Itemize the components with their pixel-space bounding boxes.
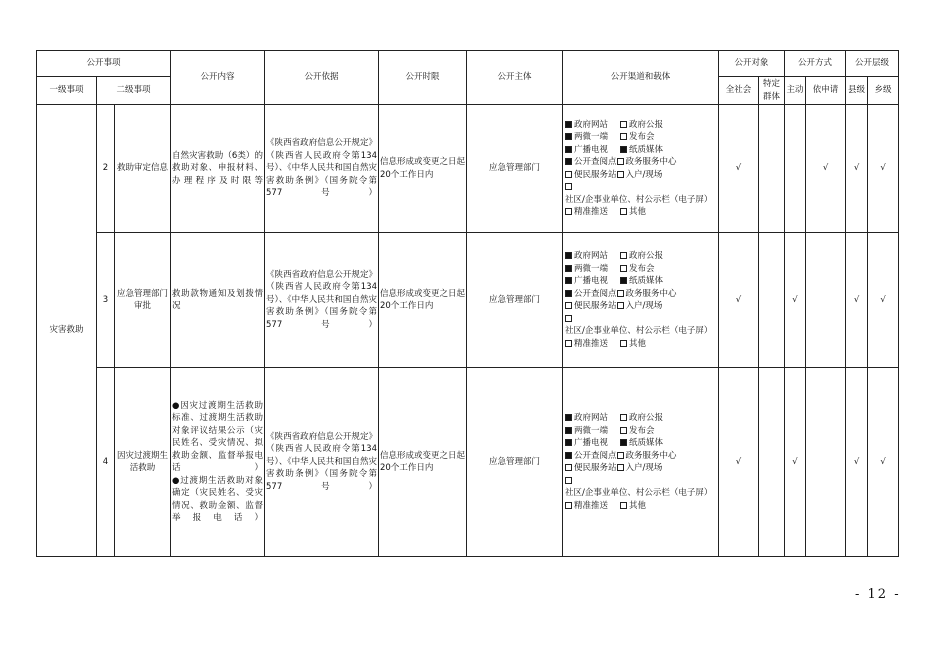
checkbox-empty-icon [617, 302, 624, 309]
ch-lwyd: 两微一端 [574, 132, 609, 142]
table-row [37, 368, 899, 557]
table-row [37, 105, 899, 233]
ch-zwfwzx: 政务服务中心 [625, 288, 677, 299]
row-item: 因灾过渡期生活救助 [115, 368, 171, 557]
header-row-1 [37, 51, 899, 77]
checkbox-checked-icon [565, 439, 572, 446]
checkbox-empty-icon [565, 302, 572, 309]
row-time-limit: 信息形成或变更之日起20个工作日内 [379, 368, 467, 557]
ch-zfgb: 政府公报 [629, 119, 664, 130]
ch-gkcyd: 公开查阅点 [574, 288, 617, 299]
hdr-zd: 主动 [785, 77, 806, 105]
row-no: 3 [97, 233, 115, 368]
mark-county: √ [846, 233, 868, 368]
hdr-gk-fs: 公开方式 [785, 51, 846, 77]
hdr-xiangj: 乡级 [868, 77, 899, 105]
ch-zwfwzx: 政务服务中心 [625, 450, 677, 461]
ch-jzts: 精准推送 [574, 207, 609, 217]
hdr-gk-dx: 公开对象 [719, 51, 785, 77]
ch-sqgsl: 社区/企事业单位、村公示栏（电子屏） [565, 488, 713, 498]
row-item: 救助审定信息 [115, 105, 171, 233]
mark-specific-group [759, 233, 785, 368]
mark-whole-society: √ [719, 368, 759, 557]
checkbox-checked-icon [565, 146, 572, 153]
checkbox-checked-icon [565, 290, 572, 297]
ch-fbh: 发布会 [629, 263, 655, 274]
hdr-gk-nr: 公开内容 [171, 51, 265, 105]
row-subject: 应急管理部门 [467, 233, 563, 368]
checkbox-empty-icon [620, 252, 627, 259]
ch-gkcyd: 公开查阅点 [574, 450, 617, 461]
ch-gbds: 广播电视 [574, 276, 609, 286]
mark-active: √ [785, 368, 806, 557]
page-number: - 12 - [855, 587, 901, 602]
checkbox-empty-icon [620, 340, 627, 347]
hdr-gk-zt: 公开主体 [467, 51, 563, 105]
checkbox-checked-icon [565, 414, 572, 421]
ch-gbds: 广播电视 [574, 144, 609, 155]
checkbox-checked-icon [565, 158, 572, 165]
ch-zfgb: 政府公报 [629, 251, 664, 261]
row-subject: 应急管理部门 [467, 368, 563, 557]
checkbox-checked-icon [565, 252, 572, 259]
category-cell: 灾害救助 [37, 105, 97, 557]
hdr-gk-yj: 公开依据 [265, 51, 379, 105]
checkbox-checked-icon [565, 133, 572, 140]
checkbox-empty-icon [565, 502, 572, 509]
hdr-qsh: 全社会 [719, 77, 759, 105]
ch-fbh: 发布会 [629, 132, 655, 142]
ch-zfwz: 政府网站 [574, 413, 609, 423]
row-basis: 《陕西省政府信息公开规定》（陕西省人民政府令第134号）、《中华人民共和国自然灾害救助条例》（国务院令第577号） [265, 105, 379, 233]
ch-zfgb: 政府公报 [629, 413, 664, 423]
ch-rhxc: 入户/现场 [625, 169, 663, 180]
checkbox-empty-icon [620, 427, 627, 434]
table-row [37, 233, 899, 368]
checkbox-empty-icon [617, 171, 624, 178]
checkbox-empty-icon [565, 208, 572, 215]
mark-on-request [806, 368, 846, 557]
row-subject: 应急管理部门 [467, 105, 563, 233]
checkbox-empty-icon [565, 464, 572, 471]
checkbox-empty-icon [620, 414, 627, 421]
row-item: 应急管理部门审批 [115, 233, 171, 368]
mark-on-request [806, 233, 846, 368]
ch-zfwz: 政府网站 [574, 119, 609, 130]
row-content: 救助款物通知及划拨情况 [171, 233, 265, 368]
ch-zzmt: 纸质媒体 [629, 276, 664, 286]
checkbox-empty-icon [565, 171, 572, 178]
disclosure-table [36, 50, 899, 557]
checkbox-empty-icon [620, 121, 627, 128]
hdr-gk-cj: 公开层级 [846, 51, 899, 77]
ch-bmfwz: 便民服务站 [574, 301, 617, 311]
ch-rhxc: 入户/现场 [625, 301, 663, 311]
row-channels [563, 105, 719, 233]
hdr-ysq: 依申请 [806, 77, 846, 105]
ch-bmfwz: 便民服务站 [574, 463, 617, 473]
mark-township: √ [868, 233, 899, 368]
ch-lwyd: 两微一端 [574, 425, 609, 436]
hdr-tdqt: 特定群体 [759, 77, 785, 105]
checkbox-empty-icon [617, 464, 624, 471]
ch-sqgsl: 社区/企事业单位、村公示栏（电子屏） [565, 326, 713, 336]
mark-whole-society: √ [719, 233, 759, 368]
row-no: 2 [97, 105, 115, 233]
hdr-yj-sx: 一级事项 [37, 77, 97, 105]
ch-jzts: 精准推送 [574, 500, 609, 511]
checkbox-checked-icon [565, 452, 572, 459]
checkbox-empty-icon [617, 452, 624, 459]
mark-active: √ [785, 233, 806, 368]
ch-zwfwzx: 政务服务中心 [625, 157, 677, 167]
checkbox-checked-icon [565, 265, 572, 272]
row-content: 自然灾害救助（6类）的救助对象、申报材料、办理程序及时限等 [171, 105, 265, 233]
ch-gkcyd: 公开查阅点 [574, 157, 617, 167]
hdr-xj: 县级 [846, 77, 868, 105]
ch-lwyd: 两微一端 [574, 263, 609, 274]
checkbox-empty-icon [617, 158, 624, 165]
hdr-gk-qd: 公开渠道和载体 [563, 51, 719, 105]
checkbox-empty-icon [565, 183, 572, 190]
row-no: 4 [97, 368, 115, 557]
row-channels [563, 233, 719, 368]
mark-on-request: √ [806, 105, 846, 233]
row-time-limit: 信息形成或变更之日起20个工作日内 [379, 105, 467, 233]
ch-rhxc: 入户/现场 [625, 463, 663, 473]
ch-zzmt: 纸质媒体 [629, 438, 664, 448]
checkbox-empty-icon [565, 315, 572, 322]
hdr-gk-sx: 公开事项 [37, 51, 171, 77]
mark-specific-group [759, 368, 785, 557]
ch-zzmt: 纸质媒体 [629, 144, 664, 155]
row-content [171, 368, 265, 557]
checkbox-empty-icon [617, 290, 624, 297]
mark-township: √ [868, 105, 899, 233]
hdr-gk-sx-limit: 公开时限 [379, 51, 467, 105]
checkbox-empty-icon [565, 477, 572, 484]
ch-qt: 其他 [629, 207, 647, 217]
checkbox-checked-icon [565, 277, 572, 284]
checkbox-empty-icon [620, 502, 627, 509]
row-basis: 《陕西省政府信息公开规定》（陕西省人民政府令第134号）、《中华人民共和国自然灾害救助条例》（国务院令第577号） [265, 233, 379, 368]
row-content-p1: ●因灾过渡期生活救助标准、过渡期生活救助对象评议结果公示（灾民姓名、受灾情况、拟救助金额、监督举报电话） [172, 400, 263, 473]
checkbox-empty-icon [565, 340, 572, 347]
checkbox-checked-icon [620, 146, 627, 153]
mark-specific-group [759, 105, 785, 233]
checkbox-checked-icon [565, 427, 572, 434]
ch-zfwz: 政府网站 [574, 251, 609, 261]
ch-jzts: 精准推送 [574, 338, 609, 349]
row-time-limit: 信息形成或变更之日起20个工作日内 [379, 233, 467, 368]
checkbox-checked-icon [565, 121, 572, 128]
mark-whole-society: √ [719, 105, 759, 233]
row-content-p2: ●过渡期生活救助对象确定（灾民姓名、受灾情况、救助金额、监督举报电话） [172, 475, 263, 523]
mark-active [785, 105, 806, 233]
ch-fbh: 发布会 [629, 425, 655, 436]
mark-county: √ [846, 105, 868, 233]
ch-gbds: 广播电视 [574, 438, 609, 448]
checkbox-empty-icon [620, 133, 627, 140]
ch-qt: 其他 [629, 500, 647, 511]
checkbox-checked-icon [620, 277, 627, 284]
ch-qt: 其他 [629, 338, 647, 349]
hdr-ej-sx: 二级事项 [97, 77, 171, 105]
checkbox-empty-icon [620, 265, 627, 272]
row-channels [563, 368, 719, 557]
ch-bmfwz: 便民服务站 [574, 169, 617, 180]
checkbox-empty-icon [620, 208, 627, 215]
mark-county: √ [846, 368, 868, 557]
ch-sqgsl: 社区/企事业单位、村公示栏（电子屏） [565, 194, 713, 205]
checkbox-checked-icon [620, 439, 627, 446]
row-basis: 《陕西省政府信息公开规定》（陕西省人民政府令第134号）、《中华人民共和国自然灾害救助条例》（国务院令第577号） [265, 368, 379, 557]
mark-township: √ [868, 368, 899, 557]
